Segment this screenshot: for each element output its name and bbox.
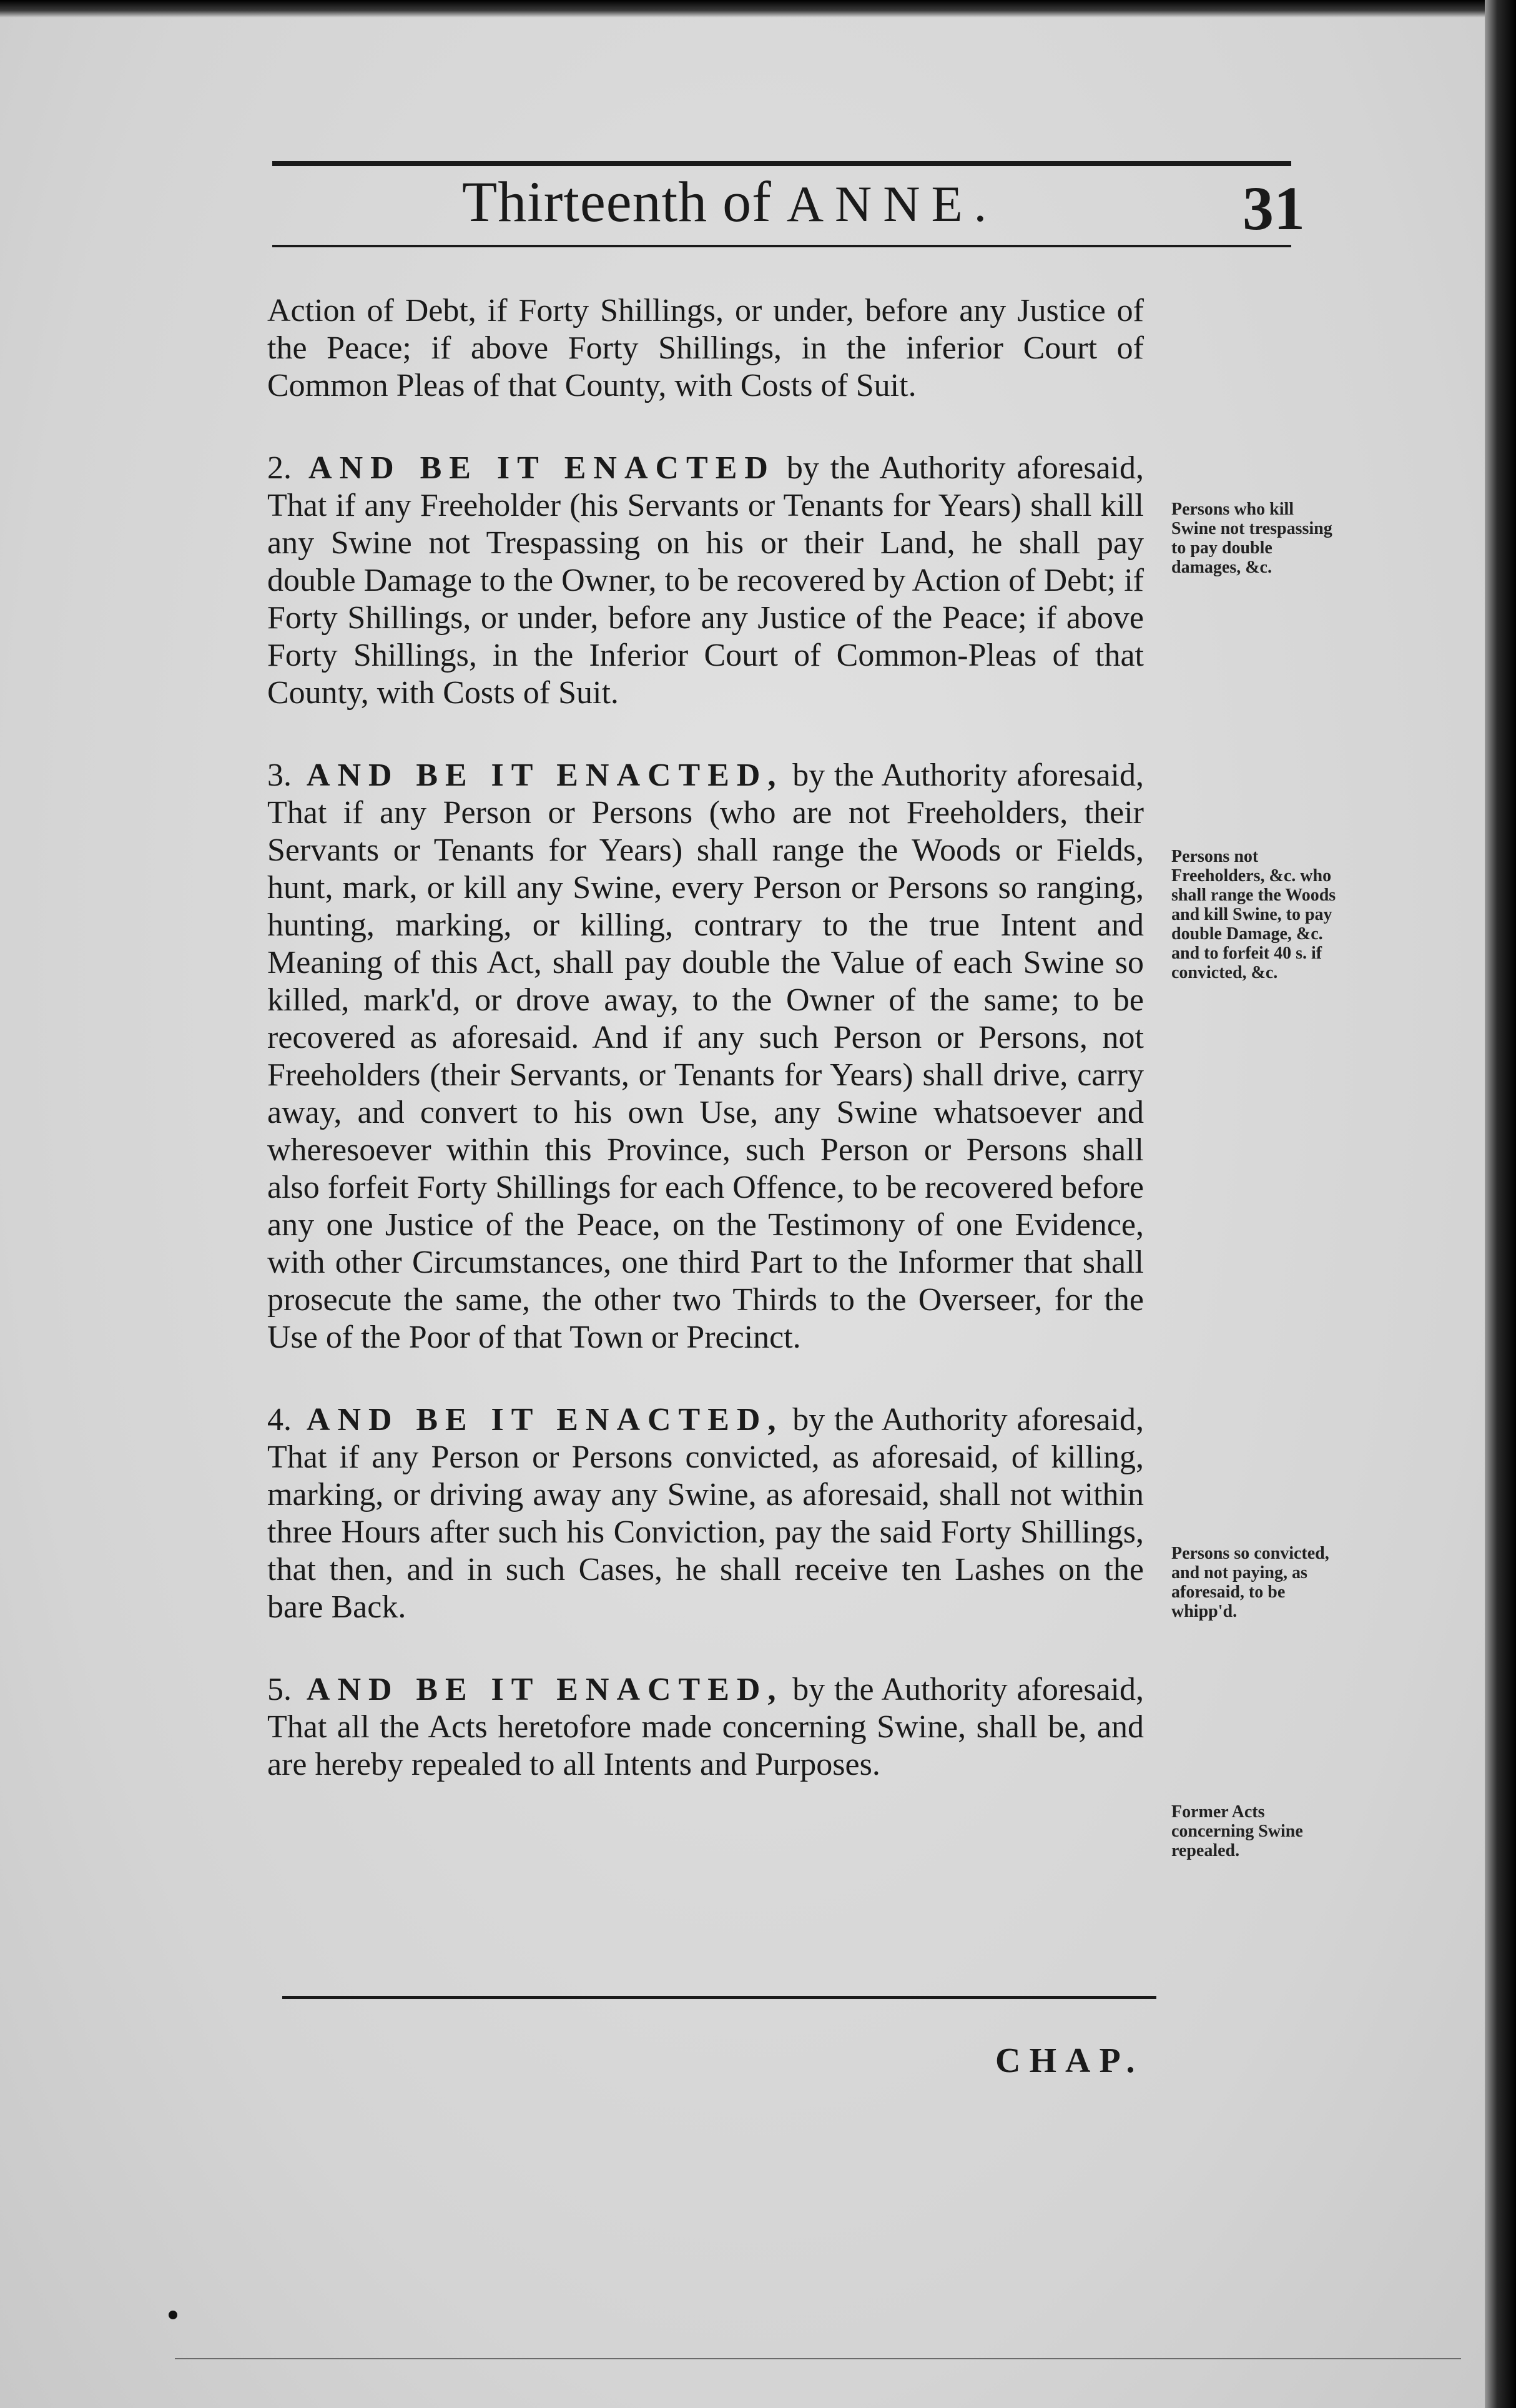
statute-body xyxy=(267,292,1144,1828)
section-text: by the Authority aforesaid, That if any Person or Persons convicted, as aforesaid, of killing, marking, or driving away any Swine, as aforesaid, shall not within three Hours after such his Conviction, pay the said Forty Shillings, that then, and in such Cases, he shall receive ten Lashes on the bare Back. xyxy=(267,1402,1144,1625)
section-text: by the Authority aforesaid, That all the Acts heretofore made concerning Swine, shall be, and are hereby repealed to all Intents and Purposes. xyxy=(267,1672,1144,1782)
section-2 xyxy=(267,450,1144,712)
margin-note-section-5: Former Acts concerning Swine repealed. xyxy=(1171,1802,1303,1860)
scan-bottom-line xyxy=(175,2358,1461,2359)
section-lead: AND BE IT ENACTED xyxy=(308,450,775,486)
section-number: 5. xyxy=(267,1672,292,1707)
section-number: 4. xyxy=(267,1402,292,1438)
header-top-rule xyxy=(272,161,1291,166)
section-number: 2. xyxy=(267,450,292,486)
ink-speck xyxy=(169,2311,177,2319)
paragraph-text: Action of Debt, if Forty Shillings, or under, before any Justice of the Peace; if above Forty Shillings, in the inferior Court of Common Pleas of that County, with Costs of Suit. xyxy=(267,293,1144,403)
section-text: by the Authority aforesaid, That if any Person or Persons (who are not Freeholders, their Servants or Tenants for Years) shall range the Woods or Fields, hunt, mark, or kill any Swine, every Person or Persons so ranging, hunting, marking, or killing, contrary to the true Intent and Meaning of this Act, shall pay double the Value of each Swine so killed, mark'd, or drove away, to the Owner of the same; to be recovered as aforesaid. And if any such Person or Persons, not Freeholders (their Servants, or Tenants for Years) shall drive, carry away, and convert to his own Use, any Swine whatsoever and wheresoever within this Province, such Person or Persons shall also forfeit Forty Shillings for each Offence, to be recovered before any one Justice of the Peace, on the Testimony of one Evidence, with other Circumstances, one third Part to the Informer that shall prosecute the same, the other two Thirds to the Overseer, for the Use of the Poor of that Town or Precinct. xyxy=(267,757,1144,1355)
section-5 xyxy=(267,1671,1144,1784)
header-bottom-rule xyxy=(272,245,1291,247)
section-lead: AND BE IT ENACTED, xyxy=(306,1402,784,1438)
running-head-name: ANNE. xyxy=(786,175,998,232)
margin-note-section-3: Persons not Freeholders, &c. who shall range the Woods and kill Swine, to pay double Damage, &c. and to forfeit 40 s. if convicted, &c. xyxy=(1171,847,1336,982)
catchword: CHAP. xyxy=(995,2041,1144,2080)
margin-note-section-4: Persons so convicted, and not paying, as aforesaid, to be whipp'd. xyxy=(1171,1544,1329,1621)
paragraph-continuation xyxy=(267,292,1144,405)
section-4 xyxy=(267,1401,1144,1626)
section-text: by the Authority aforesaid, That if any Freeholder (his Servants or Tenants for Years) shall kill any Swine not Trespassing on his or their Land, he shall pay double Damage to the Owner, to be recovered by Action of Debt; if Forty Shillings, or under, before any Justice of the Peace; if above Forty Shillings, in the Inferior Court of Common-Pleas of that County, with Costs of Suit. xyxy=(267,450,1144,711)
running-head-prefix: Thirteenth of xyxy=(462,170,772,234)
margin-note-section-2: Persons who kill Swine not trespassing to pay double damages, &c. xyxy=(1171,500,1332,577)
running-head xyxy=(462,169,1024,244)
page-number: 31 xyxy=(1243,174,1305,243)
scan-top-edge xyxy=(0,0,1499,17)
section-lead: AND BE IT ENACTED, xyxy=(306,1672,784,1707)
section-number: 3. xyxy=(267,757,292,793)
scan-right-edge xyxy=(1485,0,1516,2408)
footer-rule xyxy=(282,1996,1156,1999)
section-lead: AND BE IT ENACTED, xyxy=(306,757,784,793)
section-3 xyxy=(267,757,1144,1356)
